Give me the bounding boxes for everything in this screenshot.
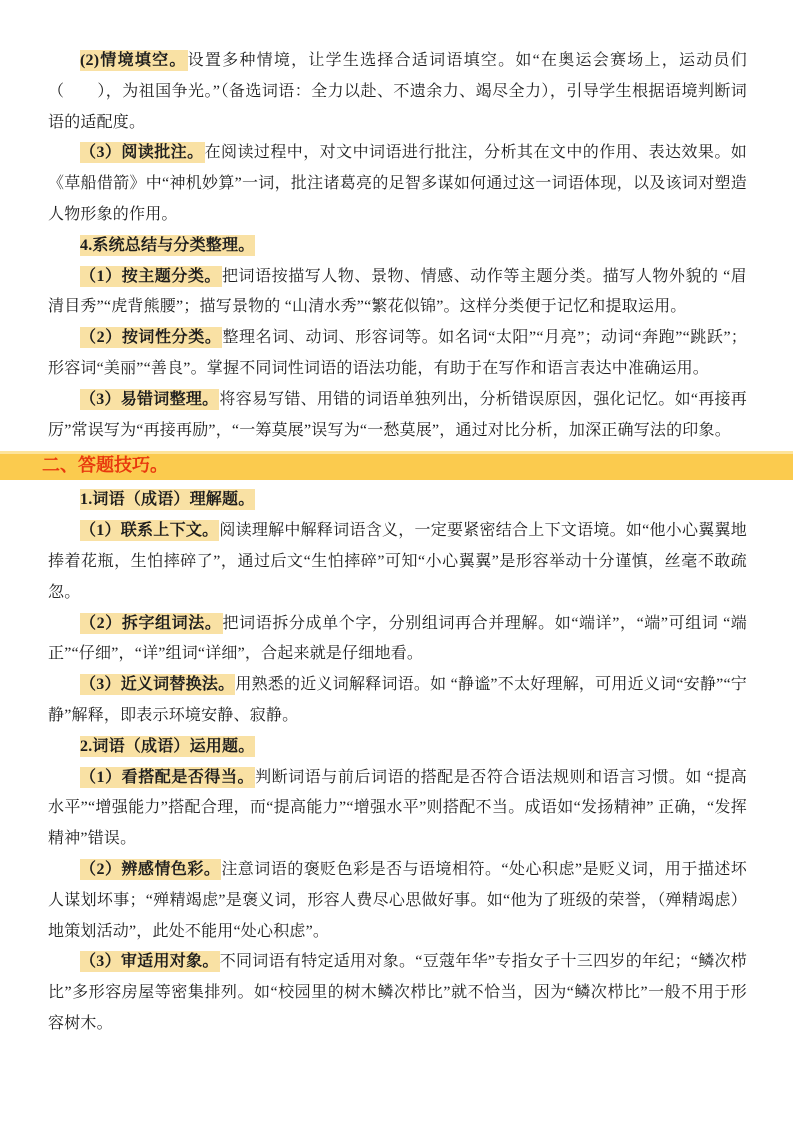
body-paragraph	[48, 670, 747, 732]
inline-heading-highlight: （1）按主题分类。	[80, 267, 221, 285]
inline-heading-highlight: （3）易错词整理。	[80, 390, 219, 408]
body-paragraph	[48, 385, 747, 447]
body-paragraph	[48, 855, 747, 947]
paragraph-text: 将容易写错、用错的词语单独列出，分析错误原因，强化记忆。如“再接再厉”常误写为“再接再励”，“一筹莫展”误写为“一愁莫展”，通过对比分析，加深正确写法的印象。	[48, 390, 748, 439]
inline-heading-highlight: 1.词语（成语）理解题。	[80, 491, 255, 509]
inline-heading-highlight: （1）看搭配是否得当。	[80, 768, 255, 786]
inline-heading-highlight: （2）辨感情色彩。	[80, 860, 221, 878]
banner-label: 二、答题技巧。	[42, 455, 168, 476]
section-heading	[48, 732, 747, 763]
body-paragraph	[48, 516, 747, 608]
section-heading	[48, 485, 747, 516]
inline-heading-highlight: （2）拆字组词法。	[80, 614, 222, 632]
body-paragraph	[48, 138, 747, 230]
paragraph-text: 阅读理解中解释词语含义，一定要紧密结合上下文语境。如“他小心翼翼地捧着花瓶，生怕摔碎了”，通过后文“生怕摔碎”可知“小心翼翼”是形容举动十分谨慎，丝毫不敢疏忽。	[48, 522, 748, 601]
section-banner	[0, 451, 793, 480]
paragraph-text: 不同词语有特定适用对象。“豆蔻年华”专指女子十三四岁的年纪；“鳞次栉比”多形容房屋等密集排列。如“校园里的树木鳞次栉比”就不恰当，因为“鳞次栉比”一般不用于形容树木。	[48, 953, 747, 1032]
inline-heading-highlight: （2）按词性分类。	[80, 329, 222, 347]
inline-heading-highlight: （1）联系上下文。	[80, 522, 219, 540]
paragraph-text: 设置多种情境，让学生选择合适词语填空。如“在奥运会赛场上，运动员们（ ），为祖国争光。”（备选词语：全力以赴、不遗余力、竭尽全力），引导学生根据语境判断词语的适配度。	[48, 52, 747, 131]
body-paragraph	[48, 763, 747, 855]
paragraph-text: 判断词语与前后词语的搭配是否符合语法规则和语言习惯。如 “提高水平”“增强能力”搭配合理，而“提高能力”“增强水平”则搭配不当。成语如“发扬精神” 正确，“发挥精神”错误。	[48, 768, 747, 848]
inline-heading-highlight: (2)情境填空。	[80, 52, 187, 69]
paragraph-text: 在阅读过程中，对文中词语进行批注，分析其在文中的作用、表达效果。如《草船借箭》中“神机妙算”一词，批注诸葛亮的足智多谋如何通过这一词语体现，以及该词对塑造人物形象的作用。	[48, 144, 747, 223]
paragraph-text: 把词语按描写人物、景物、情感、动作等主题分类。描写人物外貌的 “眉清目秀”“虎背熊腰”；描写景物的 “山清水秀”“繁花似锦”。这样分类便于记忆和提取运用。	[48, 267, 747, 316]
paragraph-text: 注意词语的褒贬色彩是否与语境相符。“处心积虑”是贬义词，用于描述坏人谋划坏事；“殚精竭虑”是褒义词，形容人费尽心思做好事。如“他为了班级的荣誉，（殚精竭虑）地策划活动”，此处不能用“处心积虑”。	[48, 860, 747, 940]
section-heading	[48, 231, 747, 262]
body-paragraph	[48, 947, 747, 1039]
inline-heading-highlight: （3）审适用对象。	[80, 953, 219, 971]
inline-heading-highlight: （3）阅读批注。	[80, 144, 204, 162]
body-paragraph	[48, 609, 747, 671]
paragraph-text: 整理名词、动词、形容词等。如名词“太阳”“月亮”；动词“奔跑”“跳跃”；形容词“美丽”“善良”。掌握不同词性词语的语法功能，有助于在写作和语言表达中准确运用。	[48, 329, 747, 377]
inline-heading-highlight: （3）近义词替换法。	[80, 676, 235, 694]
body-paragraph	[48, 262, 747, 324]
body-paragraph	[48, 46, 747, 138]
paragraph-text: 把词语拆分成单个字，分别组词再合并理解。如“端详”，“端”可组词 “端正”“仔细”，“详”组词“详细”，合起来就是仔细地看。	[48, 614, 747, 663]
body-paragraph	[48, 323, 747, 385]
paragraph-text: 用熟悉的近义词解释词语。如 “静谧”不太好理解，可用近义词“安静”“宁静”解释，即表示环境安静、寂静。	[48, 676, 747, 724]
inline-heading-highlight: 2.词语（成语）运用题。	[80, 737, 255, 755]
inline-heading-highlight: 4.系统总结与分类整理。	[80, 236, 255, 254]
